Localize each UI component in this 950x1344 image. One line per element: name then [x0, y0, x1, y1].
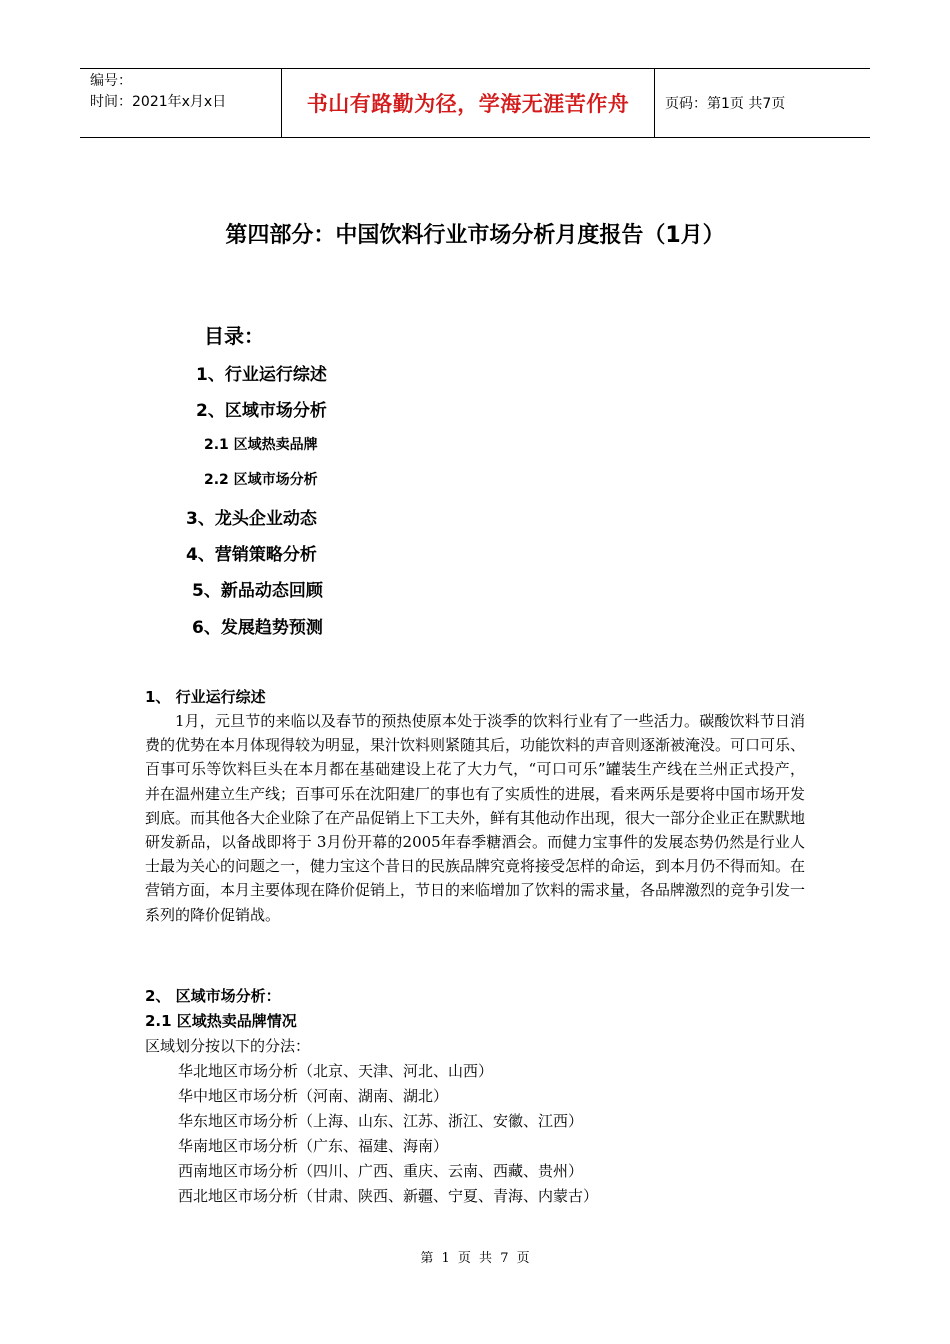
header-motto: 书山有路勤为径，学海无涯苦作舟	[306, 92, 630, 116]
toc-item: 2、区域市场分析	[196, 401, 327, 421]
document-number-label: 编号：	[90, 73, 132, 89]
toc-heading: 目录：	[204, 324, 264, 348]
region-intro: 区域划分按以下的分法：	[145, 1037, 311, 1055]
region-item: 华北地区市场分析（北京、天津、河北、山西）	[178, 1062, 494, 1080]
region-item: 华东地区市场分析（上海、山东、江苏、浙江、安徽、江西）	[178, 1112, 584, 1130]
section-1-heading: 1、 行业运行综述	[145, 688, 266, 706]
toc-item: 4、营销策略分析	[186, 545, 317, 565]
region-item: 华中地区市场分析（河南、湖南、湖北）	[178, 1087, 449, 1105]
toc-item: 5、新品动态回顾	[192, 581, 323, 601]
header-meta	[80, 69, 282, 137]
page-footer: 第 1 页 共 7 页	[420, 1251, 530, 1266]
page-header	[80, 68, 870, 138]
toc-subitem: 2.2 区域市场分析	[204, 472, 318, 488]
toc-item: 3、龙头企业动态	[186, 509, 317, 529]
toc-item: 6、发展趋势预测	[192, 618, 323, 638]
section-1-paragraph: 1月，元旦节的来临以及春节的预热使原本处于淡季的饮料行业有了一些活力。碳酸饮料节日消费的优势在本月体现得较为明显，果汁饮料则紧随其后，功能饮料的声音则逐渐被淹没。可口可乐、百事可乐等饮料巨头在本月都在基础建设上花了大力气，“可口可乐”罐装生产线在兰州正式投产，并在温州建立生产线；百事可乐在沈阳建厂的事也有了实质性的进展，看来两乐是要将中国市场开发到底。而其他各大企业除了在产品促销上下工夫外，鲜有其他动作出现，很大一部分企业正在默默地研发新品，以备战即将于 3月份开幕的2005年春季糖酒会。而健力宝事件的发展态势仍然是行业人士最为关心的问题之一，健力宝这个昔日的民族品牌究竟将接受怎样的命运，到本月仍不得而知。在营销方面，本月主要体现在降价促销上，节日的来临增加了饮料的需求量，各品牌激烈的竞争引发一系列的降价促销战。	[145, 712, 806, 924]
region-item: 西北地区市场分析（甘肃、陕西、新疆、宁夏、青海、内蒙古）	[178, 1187, 599, 1205]
header-page-label: 页码：第1页 共7页	[665, 96, 786, 112]
section-2-heading: 2、 区域市场分析：	[145, 987, 281, 1005]
toc-item: 1、行业运行综述	[196, 365, 327, 385]
region-item: 华南地区市场分析（广东、福建、海南）	[178, 1137, 449, 1155]
section-2-1-heading: 2.1 区域热卖品牌情况	[145, 1012, 297, 1030]
document-date-label: 时间：2021年x月x日	[90, 94, 227, 110]
toc-subitem: 2.1 区域热卖品牌	[204, 437, 318, 453]
header-motto-cell	[282, 69, 655, 137]
region-item: 西南地区市场分析（四川、广西、重庆、云南、西藏、贵州）	[178, 1162, 584, 1180]
document-title: 第四部分：中国饮料行业市场分析月度报告（1月）	[225, 223, 725, 248]
